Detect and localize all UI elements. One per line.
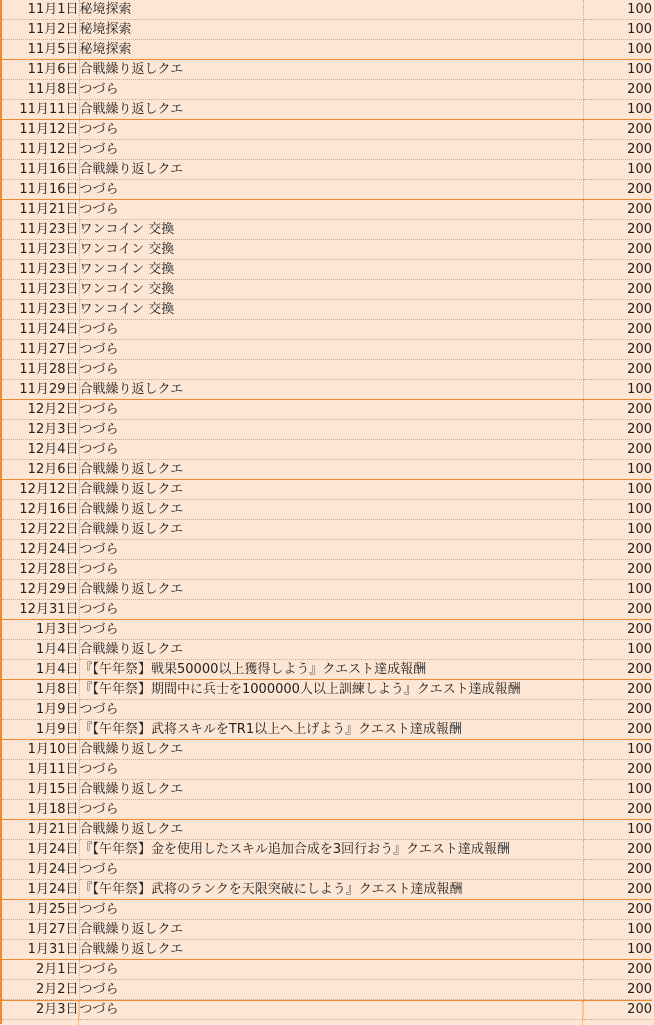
row-amount: 200: [583, 200, 652, 220]
row-date: 11月23日: [2, 240, 79, 260]
table-row: [2, 480, 652, 500]
row-date: 11月23日: [2, 280, 79, 300]
row-amount: 100: [583, 20, 652, 40]
row-description: つづら: [79, 340, 583, 360]
table-row: [2, 80, 652, 100]
row-description: つづら: [79, 620, 583, 640]
row-description: 合戦繰り返しクエ: [79, 920, 583, 940]
row-amount: 100: [583, 520, 652, 540]
row-date: 12月12日: [2, 480, 79, 500]
row-date: 11月5日: [2, 40, 79, 60]
row-description: 合戦繰り返しクエ: [79, 940, 583, 960]
column-divider: [78, 1001, 79, 1025]
table-row: [2, 160, 652, 180]
row-date: 1月9日: [2, 700, 79, 720]
row-amount: 200: [583, 620, 652, 640]
row-description: つづら: [79, 1000, 583, 1020]
row-amount: 100: [583, 740, 652, 760]
row-date: 2月1日: [2, 960, 79, 980]
table-row: [2, 500, 652, 520]
table-row: [2, 100, 652, 120]
table-row: [2, 980, 652, 1000]
row-date: 1月4日: [2, 660, 79, 680]
row-date: 11月6日: [2, 60, 79, 80]
row-date: 1月24日: [2, 860, 79, 880]
row-amount: 200: [583, 860, 652, 880]
row-amount: 100: [583, 580, 652, 600]
table-row: [2, 260, 652, 280]
row-description: つづら: [79, 200, 583, 220]
row-date: 1月18日: [2, 800, 79, 820]
row-description: つづら: [79, 440, 583, 460]
row-description: つづら: [79, 120, 583, 140]
row-description: 合戦繰り返しクエ: [79, 820, 583, 840]
row-amount: 200: [583, 700, 652, 720]
table-row: [2, 940, 652, 960]
row-amount: 200: [583, 880, 652, 900]
row-description: 合戦繰り返しクエ: [79, 640, 583, 660]
row-amount: 200: [583, 280, 652, 300]
table-row: [2, 680, 652, 700]
row-amount: 100: [583, 0, 652, 20]
row-date: 11月23日: [2, 260, 79, 280]
row-description: つづら: [79, 320, 583, 340]
row-description: ワンコイン 交換: [79, 260, 583, 280]
row-amount: 200: [583, 840, 652, 860]
row-description: 合戦繰り返しクエ: [79, 500, 583, 520]
row-amount: 100: [583, 920, 652, 940]
row-amount: 100: [583, 380, 652, 400]
row-description: 『【午年祭】期間中に兵士を1000000人以上訓練しよう』クエスト達成報酬: [79, 680, 583, 700]
table-row: [2, 380, 652, 400]
row-date: 1月31日: [2, 940, 79, 960]
table-row: [2, 960, 652, 980]
row-date: 11月29日: [2, 380, 79, 400]
row-amount: 100: [583, 780, 652, 800]
row-description: つづら: [79, 360, 583, 380]
row-amount: 200: [583, 980, 652, 1000]
row-amount: 200: [583, 900, 652, 920]
row-description: 合戦繰り返しクエ: [79, 480, 583, 500]
row-amount: 200: [583, 660, 652, 680]
row-date: 11月28日: [2, 360, 79, 380]
row-description: 合戦繰り返しクエ: [79, 520, 583, 540]
table-row: [2, 420, 652, 440]
row-description: つづら: [79, 140, 583, 160]
row-date: 1月24日: [2, 840, 79, 860]
row-description: 『【午年祭】武将スキルをTR1以上へ上げよう』クエスト達成報酬: [79, 720, 583, 740]
row-description: 秘境探索: [79, 0, 583, 20]
row-amount: 200: [583, 960, 652, 980]
row-amount: 200: [583, 420, 652, 440]
row-date: 1月15日: [2, 780, 79, 800]
row-description: つづら: [79, 900, 583, 920]
row-description: つづら: [79, 960, 583, 980]
table-row: [2, 140, 652, 160]
row-amount: 200: [583, 720, 652, 740]
row-amount: 100: [583, 500, 652, 520]
row-date: 1月25日: [2, 900, 79, 920]
table-row: [2, 340, 652, 360]
row-amount: 200: [583, 320, 652, 340]
row-date: 1月21日: [2, 820, 79, 840]
row-date: 1月24日: [2, 880, 79, 900]
row-description: つづら: [79, 800, 583, 820]
ledger-table: [2, 0, 652, 1020]
table-row: [2, 880, 652, 900]
row-date: 11月24日: [2, 320, 79, 340]
row-description: つづら: [79, 80, 583, 100]
row-date: 12月22日: [2, 520, 79, 540]
row-date: 12月29日: [2, 580, 79, 600]
row-amount: 200: [583, 680, 652, 700]
row-amount: 200: [583, 240, 652, 260]
table-row: [2, 220, 652, 240]
row-date: 11月23日: [2, 300, 79, 320]
row-date: 12月31日: [2, 600, 79, 620]
row-amount: 100: [583, 820, 652, 840]
row-amount: 200: [583, 220, 652, 240]
row-description: つづら: [79, 860, 583, 880]
table-row: [2, 580, 652, 600]
row-date: 1月11日: [2, 760, 79, 780]
row-date: 1月8日: [2, 680, 79, 700]
row-description: つづら: [79, 560, 583, 580]
row-amount: 200: [583, 360, 652, 380]
row-date: 12月6日: [2, 460, 79, 480]
row-date: 12月24日: [2, 540, 79, 560]
row-description: つづら: [79, 180, 583, 200]
table-row: [2, 760, 652, 780]
row-amount: 200: [583, 300, 652, 320]
row-amount: 200: [583, 540, 652, 560]
row-amount: 200: [583, 400, 652, 420]
row-description: ワンコイン 交換: [79, 280, 583, 300]
row-description: 合戦繰り返しクエ: [79, 460, 583, 480]
row-description: 合戦繰り返しクエ: [79, 100, 583, 120]
row-amount: 100: [583, 40, 652, 60]
table-row: [2, 40, 652, 60]
table-row: [2, 300, 652, 320]
row-amount: 100: [583, 940, 652, 960]
table-row: [2, 600, 652, 620]
ledger-empty-row: [2, 1000, 652, 1025]
row-description: つづら: [79, 540, 583, 560]
row-description: 合戦繰り返しクエ: [79, 160, 583, 180]
row-amount: 200: [583, 600, 652, 620]
row-date: 11月12日: [2, 120, 79, 140]
table-row: [2, 560, 652, 580]
row-description: つづら: [79, 980, 583, 1000]
row-amount: 100: [583, 460, 652, 480]
row-date: 12月2日: [2, 400, 79, 420]
row-date: 11月23日: [2, 220, 79, 240]
table-row: [2, 860, 652, 880]
row-date: 1月3日: [2, 620, 79, 640]
row-description: つづら: [79, 600, 583, 620]
row-amount: 200: [583, 140, 652, 160]
row-description: 秘境探索: [79, 40, 583, 60]
row-description: 合戦繰り返しクエ: [79, 780, 583, 800]
row-date: 12月3日: [2, 420, 79, 440]
row-date: 1月10日: [2, 740, 79, 760]
row-date: 1月4日: [2, 640, 79, 660]
row-date: 12月4日: [2, 440, 79, 460]
table-row: [2, 540, 652, 560]
row-amount: 100: [583, 60, 652, 80]
table-row: [2, 20, 652, 40]
row-date: 11月16日: [2, 160, 79, 180]
row-amount: 200: [583, 180, 652, 200]
row-date: 11月12日: [2, 140, 79, 160]
table-row: [2, 60, 652, 80]
row-date: 11月27日: [2, 340, 79, 360]
row-date: 11月16日: [2, 180, 79, 200]
row-description: 『【午年祭】戦果50000以上獲得しよう』クエスト達成報酬: [79, 660, 583, 680]
row-date: 11月1日: [2, 0, 79, 20]
table-row: [2, 700, 652, 720]
row-amount: 100: [583, 480, 652, 500]
row-amount: 200: [583, 80, 652, 100]
table-row: [2, 900, 652, 920]
ledger-body: [2, 0, 652, 1020]
row-date: 11月21日: [2, 200, 79, 220]
table-row: [2, 360, 652, 380]
table-row: [2, 120, 652, 140]
row-amount: 200: [583, 120, 652, 140]
row-description: 『【午年祭】金を使用したスキル追加合成を3回行おう』クエスト達成報酬: [79, 840, 583, 860]
row-date: 2月2日: [2, 980, 79, 1000]
row-description: 合戦繰り返しクエ: [79, 740, 583, 760]
row-date: 1月27日: [2, 920, 79, 940]
table-row: [2, 520, 652, 540]
table-row: [2, 660, 652, 680]
table-row: [2, 240, 652, 260]
row-amount: 200: [583, 340, 652, 360]
table-row: [2, 640, 652, 660]
row-date: 11月8日: [2, 80, 79, 100]
row-description: 『【午年祭】武将のランクを天限突破にしよう』クエスト達成報酬: [79, 880, 583, 900]
row-date: 11月2日: [2, 20, 79, 40]
row-description: 合戦繰り返しクエ: [79, 580, 583, 600]
table-row: [2, 400, 652, 420]
row-description: つづら: [79, 420, 583, 440]
table-row: [2, 740, 652, 760]
row-description: つづら: [79, 700, 583, 720]
table-row: [2, 920, 652, 940]
row-amount: 100: [583, 100, 652, 120]
row-amount: 200: [583, 560, 652, 580]
table-row: [2, 620, 652, 640]
table-row: [2, 280, 652, 300]
row-date: 1月9日: [2, 720, 79, 740]
row-date: 2月3日: [2, 1000, 79, 1020]
row-amount: 100: [583, 160, 652, 180]
row-description: 合戦繰り返しクエ: [79, 60, 583, 80]
row-amount: 200: [583, 800, 652, 820]
row-date: 11月11日: [2, 100, 79, 120]
row-description: ワンコイン 交換: [79, 300, 583, 320]
table-row: [2, 0, 652, 20]
row-description: 秘境探索: [79, 20, 583, 40]
row-description: 合戦繰り返しクエ: [79, 380, 583, 400]
row-description: ワンコイン 交換: [79, 220, 583, 240]
table-row: [2, 780, 652, 800]
table-row: [2, 800, 652, 820]
row-description: ワンコイン 交換: [79, 240, 583, 260]
row-date: 12月28日: [2, 560, 79, 580]
table-row: [2, 180, 652, 200]
row-amount: 200: [583, 260, 652, 280]
table-row: [2, 720, 652, 740]
row-amount: 200: [583, 760, 652, 780]
table-row: [2, 460, 652, 480]
column-divider: [582, 1001, 583, 1025]
row-description: つづら: [79, 400, 583, 420]
table-row: [2, 200, 652, 220]
table-row: [2, 820, 652, 840]
row-date: 12月16日: [2, 500, 79, 520]
row-description: つづら: [79, 760, 583, 780]
row-amount: 200: [583, 440, 652, 460]
row-amount: 200: [583, 1000, 652, 1020]
table-row: [2, 440, 652, 460]
table-row: [2, 320, 652, 340]
row-amount: 100: [583, 640, 652, 660]
table-row: [2, 840, 652, 860]
